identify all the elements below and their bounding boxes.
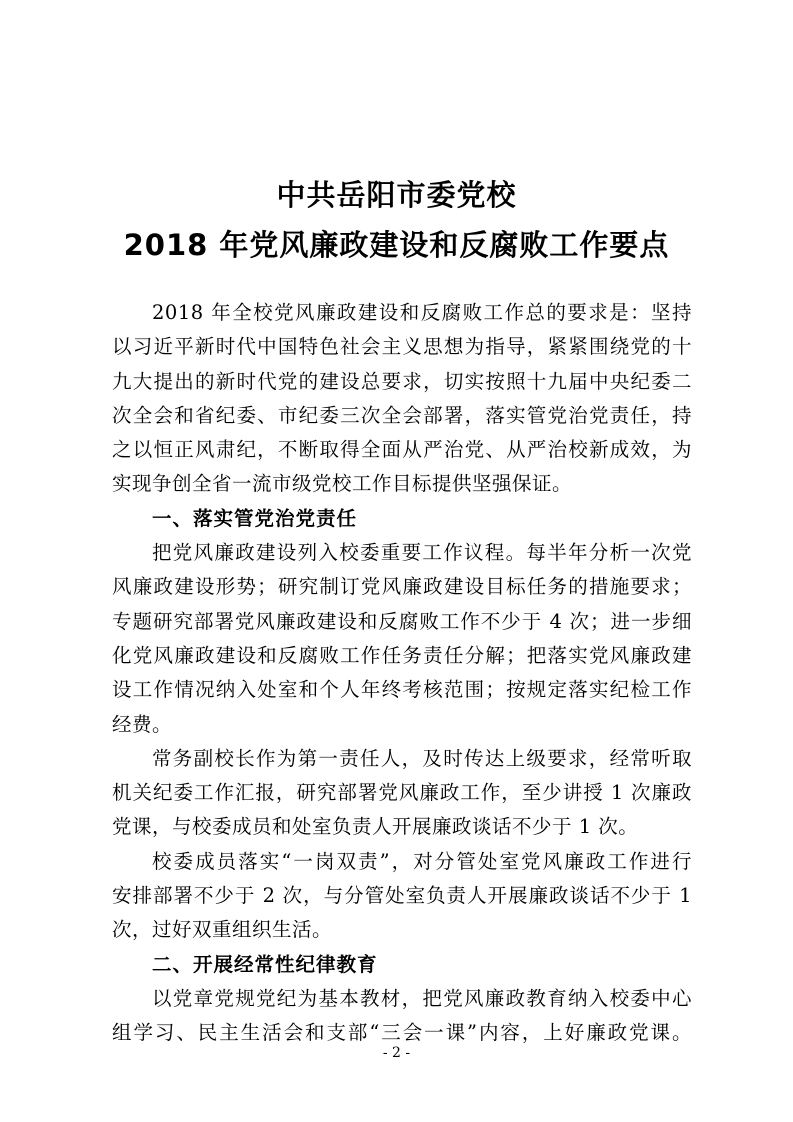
document-title-line-2: 2018 年党风廉政建设和反腐败工作要点 [123, 228, 670, 262]
paragraph-line: 校委成员落实“一岗双责”，对分管处室党风廉政工作进行 [152, 849, 692, 873]
paragraph-line: 党课，与校委成员和处室负责人开展廉政谈话不少于 1 次。 [112, 815, 639, 839]
paragraph-line: 风廉政建设形势；研究制订党风廉政建设目标任务的措施要求； [112, 575, 692, 599]
paragraph-line: 组学习、民主生活会和支部“三会一课”内容，上好廉政党课。 [112, 1021, 692, 1045]
paragraph-line: 实现争创全省一流市级党校工作目标提供坚强保证。 [112, 472, 573, 496]
paragraph-line: 次，过好双重组织生活。 [112, 918, 333, 942]
section-heading: 二、开展经常性纪律教育 [152, 952, 378, 976]
paragraph-line: 以习近平新时代中国特色社会主义思想为指导，紧紧围绕党的十 [112, 335, 692, 359]
paragraph-line: 安排部署不少于 2 次，与分管处室负责人开展廉政谈话不少于 1 [112, 884, 692, 908]
paragraph-line: 以党章党规党纪为基本教材，把党风廉政教育纳入校委中心 [152, 986, 692, 1010]
paragraph-line: 2018 年全校党风廉政建设和反腐败工作总的要求是：坚持 [152, 301, 692, 324]
page-number: - 2 - [382, 1045, 411, 1061]
paragraph-line: 九大提出的新时代党的建设总要求，切实按照十九届中央纪委二 [112, 369, 692, 393]
document-body [112, 296, 692, 1051]
paragraph-line: 机关纪委工作汇报，研究部署党风廉政工作，至少讲授 1 次廉政 [112, 781, 692, 805]
section-heading: 一、落实管党治党责任 [152, 506, 358, 530]
paragraph-line: 之以恒正风肃纪，不断取得全面从严治党、从严治校新成效，为 [112, 438, 692, 462]
paragraph-line: 化党风廉政建设和反腐败工作任务责任分解；把落实党风廉政建 [112, 643, 692, 667]
paragraph-line: 常务副校长作为第一责任人，及时传达上级要求，经常听取 [152, 746, 692, 770]
paragraph-line: 次全会和省纪委、市纪委三次全会部署，落实管党治党责任，持 [112, 403, 692, 427]
document-title-line-1: 中共岳阳市委党校 [276, 178, 517, 212]
paragraph-line: 经费。 [112, 712, 173, 736]
paragraph-line: 设工作情况纳入处室和个人年终考核范围；按规定落实纪检工作 [112, 678, 692, 702]
paragraph-line: 专题研究部署党风廉政建设和反腐败工作不少于 4 次；进一步细 [112, 609, 692, 633]
paragraph-line: 把党风廉政建设列入校委重要工作议程。每半年分析一次党 [152, 541, 692, 565]
